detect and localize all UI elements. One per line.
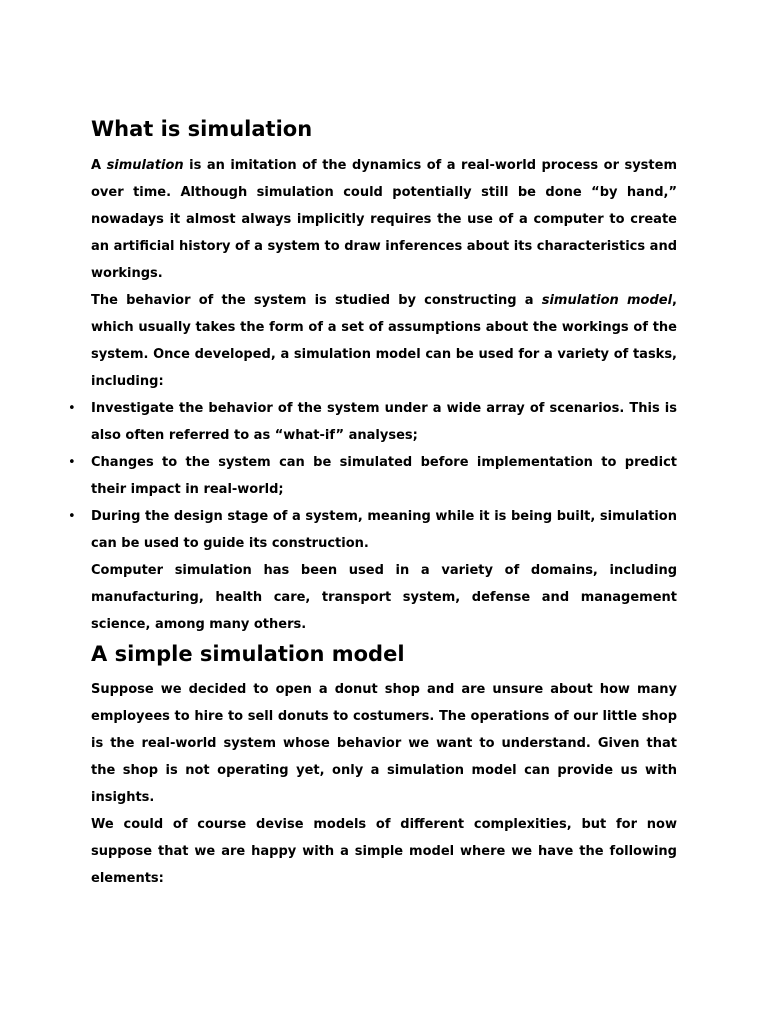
emphasized-term: simulation model bbox=[541, 293, 673, 308]
list-item bbox=[68, 503, 677, 557]
list-item bbox=[68, 395, 677, 449]
paragraph-simulation-definition bbox=[91, 152, 677, 287]
emphasized-term: simulation bbox=[106, 158, 184, 173]
text-run: The behavior of the system is studied by constructing a bbox=[91, 293, 542, 308]
text-run: , which usually takes the form of a set of assumptions about the workings of the system. Once developed, a simulation model can be used for a variety of tasks, including: bbox=[91, 293, 677, 389]
text-run: is an imitation of the dynamics of a real-world process or system over time. Although simulation could potentially still be done “by hand,” nowadays it almost always implicitly requires the use of a computer to create an artificial history of a system to draw inferences about its characteristics and workings. bbox=[91, 158, 677, 281]
text-run: A bbox=[91, 158, 107, 173]
paragraph-domains: Computer simulation has been used in a variety of domains, including manufacturing, health care, transport system, defense and management science, among many others. bbox=[91, 563, 677, 632]
section-heading-what-is-simulation: What is simulation bbox=[91, 117, 313, 141]
paragraph-simulation-model bbox=[91, 287, 677, 395]
list-item bbox=[68, 449, 677, 503]
paragraph-model-elements: We could of course devise models of different complexities, but for now suppose that we are happy with a simple model where we have the following elements: bbox=[91, 817, 677, 886]
bullet-icon: • bbox=[68, 401, 76, 416]
paragraph-donut-shop: Suppose we decided to open a donut shop and are unsure about how many employees to hire to sell donuts to costumers. The operations of our little shop is the real-world system whose behavior we want to understand. Given that the shop is not operating yet, only a simulation model can provide us with insights. bbox=[91, 682, 677, 805]
bullet-list-uses bbox=[68, 395, 677, 557]
document-body bbox=[68, 113, 677, 892]
section-heading-simple-model: A simple simulation model bbox=[91, 642, 405, 666]
bullet-icon: • bbox=[68, 455, 76, 470]
list-item-text: Investigate the behavior of the system under a wide array of scenarios. This is also often referred to as “what-if” analyses; bbox=[91, 401, 677, 443]
bullet-icon: • bbox=[68, 509, 76, 524]
list-item-text: Changes to the system can be simulated before implementation to predict their impact in real-world; bbox=[91, 455, 677, 497]
list-item-text: During the design stage of a system, meaning while it is being built, simulation can be used to guide its construction. bbox=[91, 509, 677, 551]
